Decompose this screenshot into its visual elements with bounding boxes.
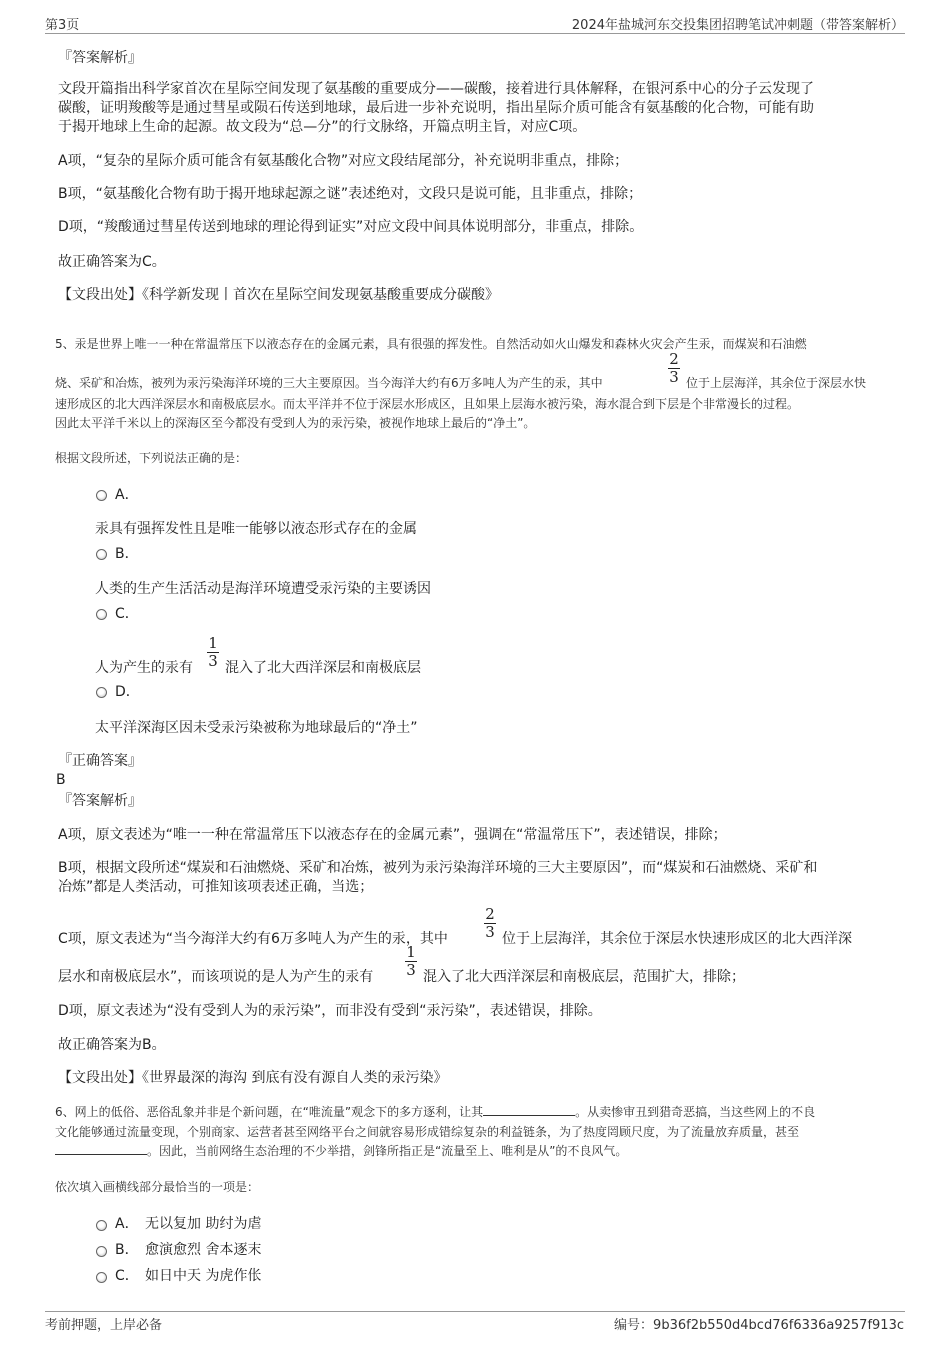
q5-option-d-analysis: D项，原文表述为“没有受到人为的汞污染”，而非没有受到“汞污染”，表述错误，排除。 (58, 1003, 602, 1019)
q5-stem-line-3: 速形成区的北大西洋深层水和南极底层水。而太平洋并不位于深层水形成区，且如果上层海水被污染，海水混合到下层是个非常漫长的过程。 (55, 397, 800, 411)
q5-option-d-radio[interactable] (96, 687, 107, 698)
q5-option-c-analysis-line-1a: C项，原文表述为“当今海洋大约有6万多吨人为产生的汞，其中 (58, 931, 448, 947)
q5-option-a-analysis: A项，原文表述为“唯一一种在常温常压下以液态存在的金属元素”，强调在“常温常压下”，表述错误，排除； (58, 827, 727, 843)
fraction-numerator: 1 (406, 943, 416, 961)
q5-option-d-letter: D． (115, 684, 140, 700)
q4-analysis-para-line-1: 文段开篇指出科学家首次在星际空间发现了氨基酸的重要成分——碳酸，接着进行具体解释，在银河系中心的分子云发现了 (58, 81, 814, 97)
q5-conclusion: 故正确答案为B。 (58, 1037, 166, 1053)
q6-option-b-radio[interactable] (96, 1246, 107, 1257)
footer-document-id (614, 1314, 904, 1333)
document-title: 2024年盐城河东交投集团招聘笔试冲刺题（带答案解析） (571, 18, 904, 33)
q6-option-c-radio[interactable] (96, 1272, 107, 1283)
footer-id-value: 9b36f2b550d4bcd76f6336a9257f913c (653, 1318, 904, 1333)
footer-slogan: 考前押题，上岸必备 (45, 1318, 163, 1333)
footer-divider (45, 1311, 905, 1312)
q5-stem-line-2b: 位于上层海洋，其余位于深层水快 (686, 376, 867, 390)
q5-option-c-analysis-line-2b: 混入了北大西洋深层和南极底层，范围扩大，排除； (423, 969, 745, 985)
header-divider (45, 33, 905, 34)
q5-stem-fraction-two-thirds (667, 351, 681, 386)
footer-id-label: 编号： (614, 1318, 654, 1333)
q5-option-a-radio[interactable] (96, 490, 107, 501)
q5-stem-line-4: 因此太平洋千米以上的深海区至今都没有受到人为的汞污染，被视作地球上最后的“净土”。 (55, 416, 536, 430)
q4-analysis-label: 『答案解析』 (58, 50, 142, 66)
fraction-numerator: 2 (669, 350, 679, 368)
q5-option-c-text-b: 混入了北大西洋深层和南极底层 (225, 660, 421, 676)
q6-blank-1 (483, 1103, 575, 1116)
q6-stem-line-2: 文化能够通过流量变现，个别商家、运营者甚至网络平台之间就容易形成错综复杂的利益链条，为了热度罔顾尺度，为了流量放弃质量，甚至 (55, 1125, 800, 1139)
q5-option-c-text-a: 人为产生的汞有 (95, 660, 193, 676)
q5-option-c-letter: C． (115, 606, 139, 622)
q5-analysis-fraction-two-thirds (483, 906, 497, 941)
q5-stem-line-2a: 烧、采矿和冶炼，被列为汞污染海洋环境的三大主要原因。当今海洋大约有6万多吨人为产生的汞，其中 (55, 376, 603, 390)
q6-option-a-radio[interactable] (96, 1220, 107, 1231)
q5-answer-value: B (56, 772, 66, 788)
q5-question-prompt: 根据文段所述，下列说法正确的是： (55, 451, 248, 465)
fraction-denominator: 3 (669, 368, 679, 386)
q4-option-b-analysis: B项，“氨基酸化合物有助于揭开地球起源之谜”表述绝对，文段只是说可能，且非重点，排除； (58, 186, 643, 202)
q6-option-a-text: 无以复加 助纣为虐 (145, 1216, 262, 1232)
q6-stem-line-1a: 6、网上的低俗、恶俗乱象并非是个新问题，在“唯流量”观念下的多方逐利，让其 (55, 1105, 484, 1119)
q6-stem-line-3-text: 。因此，当前网络生态治理的不少举措，剑锋所指正是“流量至上、唯利是从”的不良风气。 (147, 1144, 628, 1158)
q5-option-c-fraction-one-third (206, 635, 220, 670)
q4-source: 【文段出处】《科学新发现丨首次在星际空间发现氨基酸重要成分碳酸》 (58, 287, 499, 303)
q6-question-prompt: 依次填入画横线部分最恰当的一项是： (55, 1180, 260, 1194)
fraction-numerator: 1 (208, 634, 218, 652)
page-number: 第3页 (45, 18, 80, 33)
q5-answer-label: 『正确答案』 (58, 753, 142, 769)
q6-option-b-text: 愈演愈烈 舍本逐末 (145, 1242, 262, 1258)
q4-analysis-para-line-3: 于揭开地球上生命的起源。故文段为“总—分”的行文脉络，开篇点明主旨，对应C项。 (58, 119, 587, 135)
q5-option-c-radio[interactable] (96, 609, 107, 620)
q6-option-c-text: 如日中天 为虎作伥 (145, 1268, 262, 1284)
q6-option-a-letter: A． (115, 1216, 139, 1232)
q5-option-b-analysis-line-2: 冶炼”都是人类活动，可推知该项表述正确，当选； (58, 879, 374, 895)
q5-stem-line-1: 5、汞是世界上唯一一种在常温常压下以液态存在的金属元素，具有很强的挥发性。自然活动如火山爆发和森林火灾会产生汞，而煤炭和石油燃 (55, 337, 807, 351)
q5-option-c-analysis-line-1b: 位于上层海洋，其余位于深层水快速形成区的北大西洋深 (502, 931, 852, 947)
fraction-numerator: 2 (485, 905, 495, 923)
q5-analysis-label: 『答案解析』 (58, 793, 142, 809)
q6-stem-line-3 (55, 1142, 627, 1161)
q5-option-c-analysis-line-2a: 层水和南极底层水”，而该项说的是人为产生的汞有 (58, 969, 374, 985)
q4-option-d-analysis: D项，“羧酸通过彗星传送到地球的理论得到证实”对应文段中间具体说明部分，非重点，排除。 (58, 219, 644, 235)
q5-source: 【文段出处】《世界最深的海沟 到底有没有源自人类的汞污染》 (58, 1070, 448, 1086)
q5-option-a-text: 汞具有强挥发性且是唯一能够以液态形式存在的金属 (95, 521, 417, 537)
q5-option-a-letter: A． (115, 487, 139, 503)
q5-option-b-text: 人类的生产生活活动是海洋环境遭受汞污染的主要诱因 (95, 581, 431, 597)
q5-option-b-letter: B． (115, 546, 139, 562)
fraction-denominator: 3 (208, 652, 218, 670)
q4-analysis-para-line-2: 碳酸，证明羧酸等是通过彗星或陨石传送到地球，最后进一步补充说明，指出星际介质可能含有氨基酸的化合物，可能有助 (58, 100, 814, 116)
fraction-denominator: 3 (485, 923, 495, 941)
q5-option-b-radio[interactable] (96, 549, 107, 560)
q4-option-a-analysis: A项，“复杂的星际介质可能含有氨基酸化合物”对应文段结尾部分，补充说明非重点，排除； (58, 153, 629, 169)
q6-blank-2 (55, 1142, 147, 1155)
q5-analysis-fraction-one-third (404, 944, 418, 979)
q5-option-b-analysis-line-1: B项，根据文段所述“煤炭和石油燃烧、采矿和冶炼，被列为汞污染海洋环境的三大主要原因”，而“煤炭和石油燃烧、采矿和 (58, 860, 818, 876)
q6-stem-line-1 (55, 1103, 815, 1122)
q6-option-b-letter: B． (115, 1242, 139, 1258)
q6-option-c-letter: C． (115, 1268, 139, 1284)
fraction-denominator: 3 (406, 961, 416, 979)
q6-stem-line-1b: 。从卖惨审丑到猎奇恶搞，当这些网上的不良 (575, 1105, 816, 1119)
q5-option-d-text: 太平洋深海区因未受汞污染被称为地球最后的“净土” (95, 720, 418, 736)
q4-conclusion: 故正确答案为C。 (58, 254, 166, 270)
